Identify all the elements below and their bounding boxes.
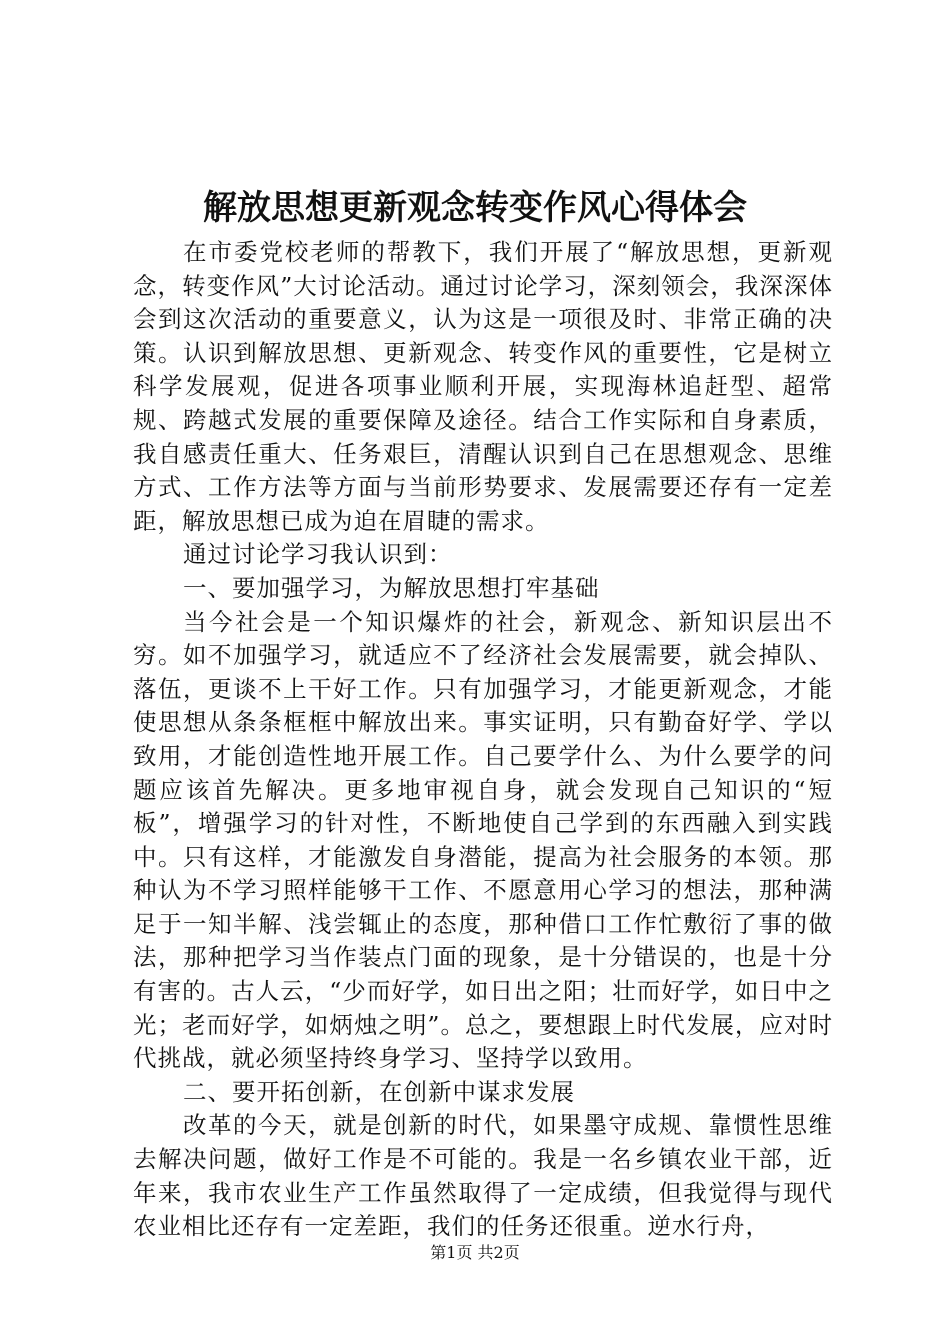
paragraph-lead-in: 通过讨论学习我认识到：	[183, 540, 453, 569]
page-footer: 第1页 共2页	[430, 1243, 520, 1262]
section-heading-2: 二、要开拓创新，在创新中谋求发展	[183, 1077, 575, 1106]
section-heading-1: 一、要加强学习，为解放思想打牢基础	[183, 573, 600, 602]
paragraph-section-1: 当今社会是一个知识爆炸的社会，新观念、新知识层出不穷。如不加强学习，就适应不了经济社会发展需要，就会掉队、落伍，更谈不上干好工作。只有加强学习，才能更新观念，才能使思想从条条框框中解放出来。事实证明，只有勤奋好学、学以致用，才能创造性地开展工作。自己要学什么、为什么要学的问题应该首先解决。更多地审视自身，就会发现自己知识的“短板”，增强学习的针对性，不断地使自己学到的东西融入到实践中。只有这样，才能激发自身潜能，提高为社会服务的本领。那种认为不学习照样能够干工作、不愿意用心学习的想法，那种满足于一知半解、浅尝辄止的态度，那种借口工作忙敷衍了事的做法，那种把学习当作装点门面的现象，是十分错误的，也是十分有害的。古人云，“少而好学，如日出之阳；壮而好学，如日中之光；老而好学，如炳烛之明”。总之，要想跟上时代发展，应对时代挑战，就必须坚持终身学习、坚持学以致用。	[133, 607, 833, 1073]
document-body	[133, 236, 833, 1244]
document-title: 解放思想更新观念转变作风心得体会	[203, 188, 747, 228]
paragraph-intro: 在市委党校老师的帮教下，我们开展了“解放思想，更新观念，转变作风”大讨论活动。通过讨论学习，深刻领会，我深深体会到这次活动的重要意义，认为这是一项很及时、非常正确的决策。认识到解放思想、更新观念、转变作风的重要性，它是树立科学发展观，促进各项事业顺利开展，实现海林追赶型、超常规、跨越式发展的重要保障及途径。结合工作实际和自身素质，我自感责任重大、任务艰巨，清醒认识到自己在思想观念、思维方式、工作方法等方面与当前形势要求、发展需要还存有一定差距，解放思想已成为迫在眉睫的需求。	[133, 238, 833, 535]
paragraph-section-2: 改革的今天，就是创新的时代，如果墨守成规、靠惯性思维去解决问题，做好工作是不可能的。我是一名乡镇农业干部，近年来，我市农业生产工作虽然取得了一定成绩，但我觉得与现代农业相比还存有一定差距，我们的任务还很重。逆水行舟，	[133, 1111, 833, 1241]
